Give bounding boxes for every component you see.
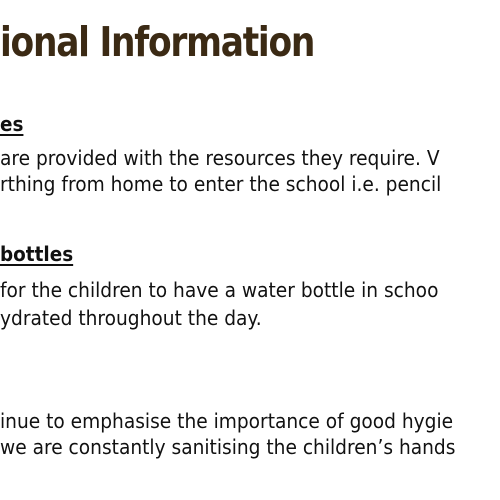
section-heading-water-bottles: bottles (0, 242, 74, 266)
section-heading-supplies: es (0, 112, 24, 136)
section-text-line: for the children to have a water bottle in schoo (0, 278, 439, 302)
slide-title: ional Information (0, 18, 315, 66)
section-text-line: inue to emphasise the importance of good hygie (0, 409, 454, 433)
section-text-line: rthing from home to enter the school i.e. pencil (0, 172, 442, 196)
section-text-line: are provided with the resources they require. V (0, 146, 440, 170)
section-text-line: we are constantly sanitising the children’s hands (0, 435, 456, 459)
section-text-line: ydrated throughout the day. (0, 306, 262, 330)
